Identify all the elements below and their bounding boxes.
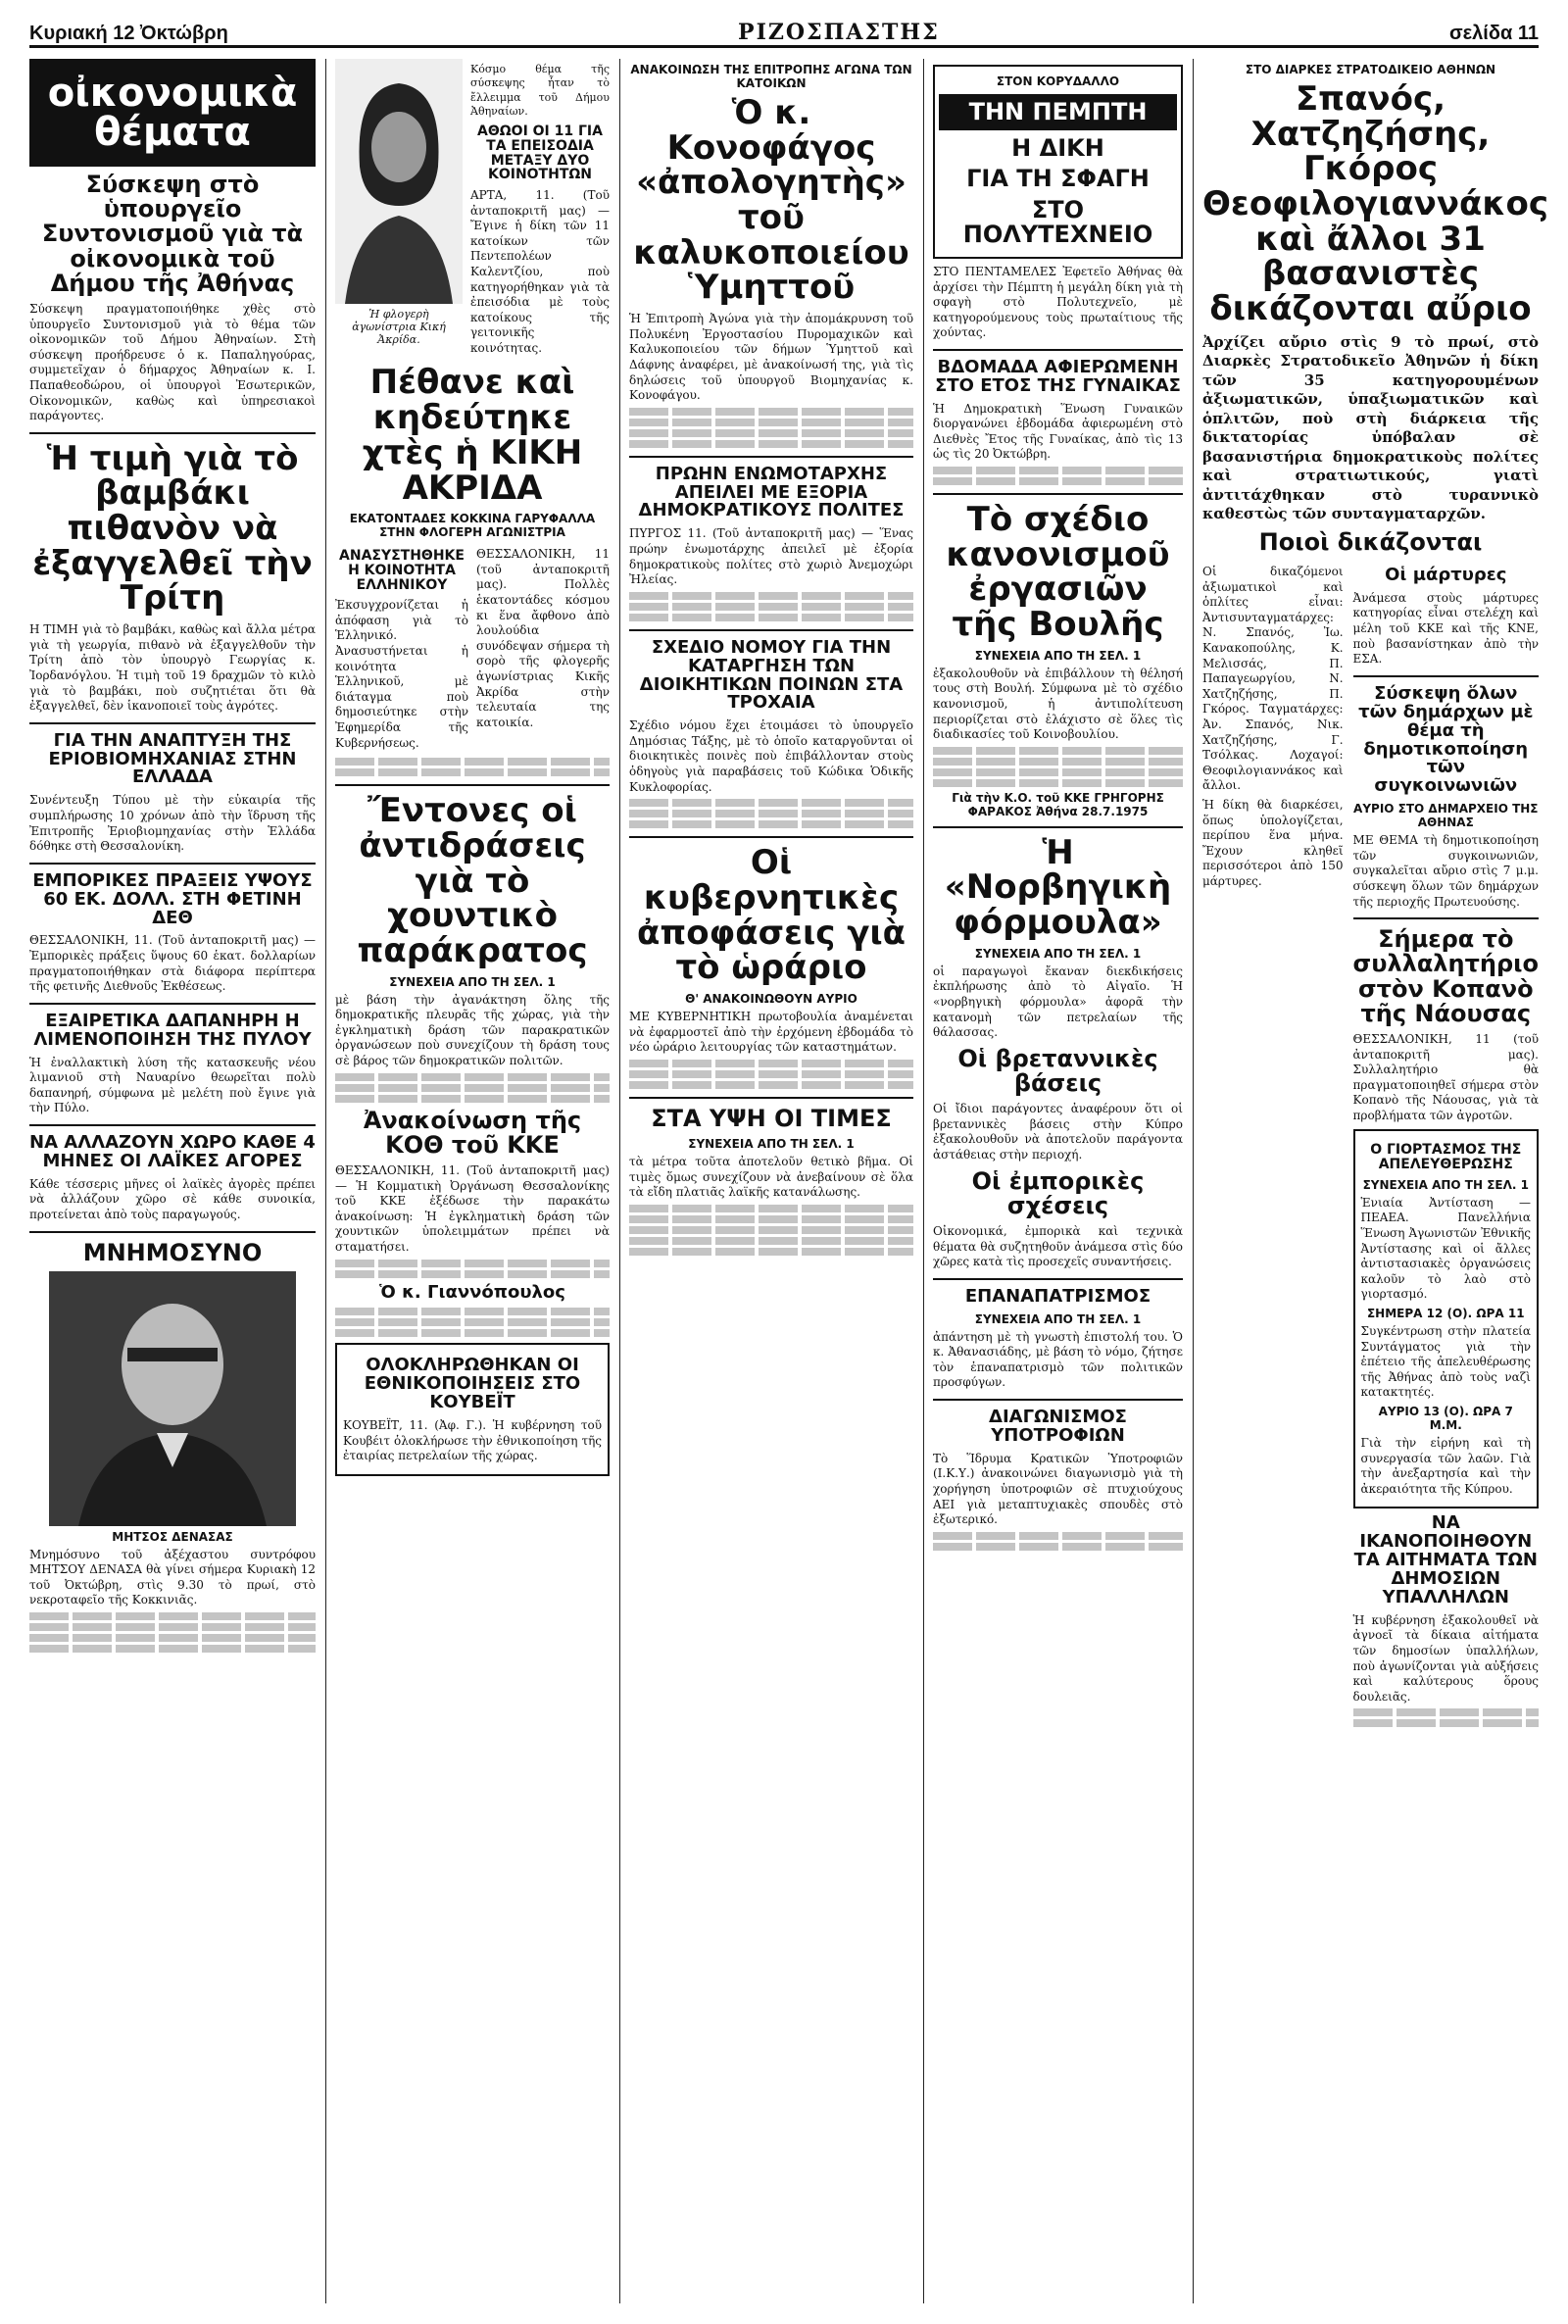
headline: ΝΑ ΙΚΑΝΟΠΟΙΗΘΟΥΝ ΤΑ ΑΙΤΗΜΑΤΑ ΤΩΝ ΔΗΜΟΣΙΩΝ ΥΠΑΛΛΗΛΩΝ — [1353, 1512, 1538, 1607]
masthead-page: σελίδα 11 — [1449, 23, 1539, 44]
text-filler — [629, 440, 913, 448]
divider — [933, 493, 1183, 495]
column-three — [629, 59, 913, 1259]
headline: ΤΗΝ ΠΕΜΠΤΗ — [939, 94, 1177, 130]
article-text: ἐξακολουθοῦν νὰ ἐπιβάλλουν τὴ θέλησή τους στὴ Βουλή. Σύμφωνα μὲ τὸ σχέδιο κανονισμοῦ, ἡ ἀντιπολίτευση περιορίζεται στὸ ἐλάχιστο σὲ ὅλες τὶς διαδικασίες τοῦ Κοινοβουλίου. — [933, 666, 1183, 742]
text-filler — [629, 429, 913, 437]
text-filler — [335, 758, 610, 766]
headline: ΓΙΑ ΤΗ ΣΦΑΓΗ — [966, 165, 1150, 193]
column-rule — [619, 59, 620, 2303]
text-filler — [335, 1308, 610, 1315]
headline: ΜΝΗΜΟΣΥΝΟ — [82, 1238, 263, 1266]
article-text: Ἡ Ἐπιτροπὴ Ἀγώνα γιὰ τὴν ἀπομάκρυνση τοῦ Πολυκένη Ἐργοστασίου Πυρομαχικῶν καὶ Καλυκοποιείου τῶν δήμων Ὑμηττοῦ καὶ Δάφνης ἀναφέρει, μὲ ἀνακοίνωσή της, γιὰ τὶς δηλώσεις τοῦ ὑπουργοῦ Βιομηχανίας κ. Κονοφάγου. — [629, 312, 913, 403]
kicker: ΣΥΝΕΧΕΙΑ ΑΠΟ ΤΗ ΣΕΛ. 1 — [389, 974, 556, 989]
divider — [335, 784, 610, 786]
kicker: ΕΚΑΤΟΝΤΑΔΕΣ ΚΟΚΚΙΝΑ ΓΑΡΥΦΑΛΛΑ ΣΤΗΝ ΦΛΟΓΕΡΗ ΑΓΩΝΙΣΤΡΙΑ — [349, 512, 596, 540]
text-filler — [29, 1623, 316, 1631]
article-text: ΘΕΣΣΑΛΟΝΙΚΗ, 11 (τοῦ ἀνταποκριτῆ μας). Συλλαλητήριο θὰ πραγματοποιηθεῖ σήμερα στὸν Κοπανὸ τῆς Νάουσας, γιὰ τὰ προβλήματα τῶν ἀγροτῶν. — [1352, 1031, 1539, 1122]
kicker: ΑΝΑΚΟΙΝΩΣΗ ΤΗΣ ΕΠΙΤΡΟΠΗΣ ΑΓΩΝΑ ΤΩΝ ΚΑΤΟΙΚΩΝ — [630, 63, 912, 90]
text-filler — [629, 810, 913, 817]
headline: ΠΡΩΗΝ ΕΝΩΜΟΤΑΡΧΗΣ ΑΠΕΙΛΕΙ ΜΕ ΕΞΟΡΙΑ ΔΗΜΟΚΡΑΤΙΚΟΥΣ ΠΟΛΙΤΕΣ — [638, 463, 905, 521]
article-text: Ἑνιαία Ἀντίσταση — ΠΕΑΕΑ. Πανελλήνια Ἕνωση Ἀγωνιστῶν Ἐθνικῆς Ἀντίστασης καὶ οἱ ἄλλες ἀντιστασιακὲς ὀργανώσεις καλοῦν τὸ λαὸ στὸ γιορτασμό. — [1360, 1195, 1531, 1302]
portrait-silhouette — [335, 59, 463, 304]
headline: ΕΜΠΟΡΙΚΕΣ ΠΡΑΞΕΙΣ ΥΨΟΥΣ 60 ΕΚ. ΔΟΛΛ. ΣΤΗ ΦΕΤΙΝΗ ΔΕΘ — [32, 869, 313, 928]
article-text: Συγκέντρωση στὴν πλατεία Συντάγματος γιὰ τὴν ἐπέτειο τῆς ἀπελευθέρωσης τῆς Ἀθήνας ἀπὸ τοὺς ναζὶ κατακτητές. — [1360, 1324, 1531, 1400]
column-rule — [1193, 59, 1194, 2303]
column-rule — [325, 59, 326, 2303]
article-text: Τὸ Ἵδρυμα Κρατικῶν Ὑποτροφιῶν (Ι.Κ.Υ.) ἀνακοινώνει διαγωνισμὸ γιὰ τὴ χορήγηση ὑποτροφιῶν σὲ πτυχιούχους ΑΕΙ γιὰ μεταπτυχιακὲς σπουδὲς στὸ ἐξωτερικό. — [933, 1451, 1183, 1527]
divider — [629, 1097, 913, 1099]
portrait-silhouette — [49, 1271, 296, 1526]
headline: Σήμερα τὸ συλλαλητήριο στὸν Κοπανὸ τῆς Νάουσας — [1352, 925, 1540, 1027]
text-filler — [629, 592, 913, 600]
kicker: ΣΥΝΕΧΕΙΑ ΑΠΟ ΤΗ ΣΕΛ. 1 — [1362, 1177, 1529, 1192]
text-filler — [629, 1081, 913, 1089]
article-text: ΘΕΣΣΑΛΟΝΙΚΗ, 11 (τοῦ ἀνταποκριτῆ μας). Πολλὲς ἑκατοντάδες κόσμου κι ἕνα ἄφθονο ἀπὸ λουλούδια συνόδεψαν σήμερα τὴ σορὸ τῆς φλογερῆς ἀγωνίστριας Κικῆς Ἀκρίδα στὴν τελευταία της κατοικία. — [476, 547, 610, 729]
portrait-photo — [49, 1271, 296, 1526]
article-text: Κάθε τέσσερις μῆνες οἱ λαϊκὲς ἀγορὲς πρέπει νὰ ἀλλάζουν χῶρο σὲ κάθε συνοικία, προτείνεται ἀπὸ τοὺς παραγωγούς. — [29, 1176, 316, 1221]
text-filler — [335, 1095, 610, 1103]
article-text: Ἡ ἐναλλακτικὴ λύση τῆς κατασκευῆς νέου λιμανιοῦ στὴ Ναυαρίνο θεωρεῖται πολὺ δαπανηρή, σύμφωνα μὲ μελέτη ποὺ ἔγινε γιὰ τὴν Πύλο. — [29, 1055, 316, 1115]
text-filler — [629, 1226, 913, 1234]
headline: ΑΝΑΣΥΣΤΗΘΗΚΕ Η ΚΟΙΝΟΤΗΤΑ ΕΛΛΗΝΙΚΟΥ — [339, 548, 465, 593]
text-filler — [29, 1634, 316, 1642]
headline: Σύσκεψη στὸ ὑπουργεῖο Συντονισμοῦ γιὰ τὰ οἰκονομικὰ τοῦ Δήμου τῆς Ἀθήνας — [41, 171, 304, 297]
kicker: ΣΥΝΕΧΕΙΑ ΑΠΟ ΤΗ ΣΕΛ. 1 — [974, 1311, 1142, 1326]
column-four — [933, 59, 1183, 1554]
divider — [933, 1399, 1183, 1401]
text-filler — [629, 408, 913, 416]
liberation-box — [1353, 1129, 1539, 1508]
photo-caption: ΜΗΤΣΟΣ ΔΕΝΑΣΑΣ — [112, 1529, 233, 1544]
text-filler — [335, 1260, 610, 1267]
article-text: οἱ παραγωγοὶ ἔκαναν διεκδικήσεις ἐκπλήρωσης ἀπὸ τὸ Αἰγαῖο. Ἡ «νορβηγικὴ φόρμουλα» ἀφορᾶ τὴν κατανομὴ τῶν πετρελαίων τῆς θάλασσας. — [933, 964, 1183, 1040]
kuwait-box — [335, 1343, 610, 1475]
text-filler — [629, 603, 913, 611]
divider — [29, 722, 316, 724]
text-filler — [335, 1270, 610, 1278]
headline: ΝΑ ΑΛΛΑΖΟΥΝ ΧΩΡΟ ΚΑΘΕ 4 ΜΗΝΕΣ ΟΙ ΛΑΪΚΕΣ ΑΓΟΡΕΣ — [29, 1131, 316, 1171]
kicker: ΣΥΝΕΧΕΙΑ ΑΠΟ ΤΗ ΣΕΛ. 1 — [974, 648, 1142, 663]
column-two — [335, 59, 610, 1482]
headline: Ὁ κ. Γιαννόπουλος — [379, 1281, 565, 1303]
divider — [1353, 917, 1539, 919]
text-filler — [629, 1248, 913, 1256]
kicker: ΑΥΡΙΟ 13 (Ο). ΩΡΑ 7 Μ.Μ. — [1378, 1404, 1513, 1432]
headline: Οἱ μάρτυρες — [1385, 565, 1507, 585]
text-filler — [933, 747, 1183, 755]
article-text: Συνέντευξη Τύπου μὲ τὴν εὐκαιρία τῆς συμπλήρωσης 10 χρόνων ἀπὸ τὴν ἵδρυση τῆς Ἐπιτροπῆς Ἐριοβιομηχανίας στὴν Ἑλλάδα δόθηκε στὴ Θεσσαλονίκη. — [29, 793, 316, 854]
text-filler — [933, 1532, 1183, 1540]
column-rule — [923, 59, 924, 2303]
headline: Οἱ βρεταννικὲς βάσεις — [957, 1044, 1158, 1097]
divider — [29, 1231, 316, 1233]
headline: ΓΙΑ ΤΗΝ ΑΝΑΠΤΥΞΗ ΤΗΣ ΕΡΙΟΒΙΟΜΗΧΑΝΙΑΣ ΣΤΗΝ ΕΛΛΑΔΑ — [48, 729, 297, 788]
text-filler — [933, 477, 1183, 485]
article-text: Η ΤΙΜΗ γιὰ τὸ βαμβάκι, καθὼς καὶ ἄλλα μέτρα γιὰ τὴ γεωργία, πιθανὸ νὰ ἐξαγγελθοῦν τὴν Τρίτη ἀπὸ τὸν ὑπουργὸ Γεωργίας κ. Ἰορδανόγλου. Ἡ τιμὴ τοῦ 19 δραχμῶν τὸ κιλὸ γιὰ τὸ βαμβάκι, ποὺ συζητιέται ὅτι θὰ ἐξαγγελθεῖ, δὲν ἱκανοποιεῖ τοὺς ἀγρότες. — [29, 622, 316, 714]
divider — [933, 1278, 1183, 1280]
headline: ΕΞΑΙΡΕΤΙΚΑ ΔΑΠΑΝΗΡΗ Η ΛΙΜΕΝΟΠΟΙΗΣΗ ΤΗΣ ΠΥΛΟΥ — [33, 1010, 312, 1050]
masthead-title: ΡΙΖΟΣΠΑΣΤΗΣ — [738, 20, 940, 45]
article-text: Οἱ ἴδιοι παράγοντες ἀναφέρουν ὅτι οἱ βρεταννικὲς βάσεις στὴν Κύπρο ἐξακολουθοῦν νὰ ἀποτελοῦν παράγοντα ἀστάθειας στὴν περιοχή. — [933, 1102, 1183, 1162]
headline: Σύσκεψη ὅλων τῶν δημάρχων μὲ θέμα τὴ δημοτικοποίηση τῶν συγκοινωνιῶν — [1358, 682, 1534, 797]
divider — [933, 349, 1183, 351]
text-filler — [335, 768, 610, 776]
text-filler — [933, 1543, 1183, 1551]
kicker: ΣΤΟΝ ΚΟΡΥΔΑΛΛΟ — [996, 74, 1120, 88]
text-filler — [629, 419, 913, 426]
article-text: Ἡ δίκη θὰ διαρκέσει, ὅπως ὑπολογίζεται, περίπου ἕνα μήνα. Ἔχουν κληθεῖ περισσότεροι ἀπὸ 150 μάρτυρες. — [1202, 797, 1344, 888]
kicker: ΣΤΟ ΔΙΑΡΚΕΣ ΣΤΡΑΤΟΔΙΚΕΙΟ ΑΘΗΝΩΝ — [1245, 63, 1496, 76]
headline: Ἡ «Νορβηγικὴ φόρμουλα» — [944, 832, 1172, 943]
headline: ΒΔΟΜΑΔΑ ΑΦΙΕΡΩΜΕΝΗ ΣΤΟ ΕΤΟΣ ΤΗΣ ΓΥΝΑΙΚΑΣ — [935, 356, 1181, 396]
text-filler — [629, 1237, 913, 1245]
article-text: ΘΕΣΣΑΛΟΝΙΚΗ, 11. (Τοῦ ἀνταποκριτῆ μας) — Ἡ Κομματικὴ Ὀργάνωση Θεσσαλονίκης τοῦ ΚΚΕ ἐξέδωσε τὴν παρακάτω ἀνακοίνωση: Ἡ ἐγκληματικὴ δράση τῶν χουντικῶν ὑπολειμμάτων πρέπει νὰ σταματήσει. — [335, 1163, 610, 1254]
headline: Ἡ τιμὴ γιὰ τὸ βαμβάκι πιθανὸν νὰ ἐξαγγελθεῖ τὴν Τρίτη — [32, 438, 313, 618]
divider — [29, 1124, 316, 1126]
headline: ΕΠΑΝΑΠΑΤΡΙΣΜΟΣ — [964, 1285, 1152, 1307]
article-text: Οἱ δικαζόμενοι ἀξιωματικοὶ καὶ ὁπλίτες εἶναι: Ἀντισυνταγματάρχες: Ν. Σπανός, Ἰω. Κανακοπούλης, Κ. Μελισσάς, Π. Παπαγεωργίου, Ν. Χατζηζήσης, Π. Γκόρος. Ταγματάρχες: Ἀν. Σπανός, Νικ. Χατζηζήσης, Γ. Τσόλκας. Λοχαγοί: Θεοφιλογιαννάκος καὶ ἄλλοι. — [1202, 565, 1344, 793]
article-text: ΚΟΥΒΕΪΤ, 11. (Ἀφ. Γ.). Ἡ κυβέρνηση τοῦ Κουβέιτ ὁλοκλήρωσε τὴν ἐθνικοποίηση τῆς ἐταιρίας πετρελαίων τῆς χώρας. — [343, 1418, 602, 1463]
masthead-date: Κυριακή 12 Ὀκτώβρη — [29, 23, 228, 44]
text-filler — [629, 799, 913, 807]
headline: Πέθανε καὶ κηδεύτηκε χτὲς ἡ ΚΙΚΗ ΑΚΡΙΔΑ — [362, 363, 583, 508]
article-text: ΑΡΤΑ, 11. (Τοῦ ἀνταποκριτῆ μας) — Ἔγινε ἡ δίκη τῶν 11 κατοίκων τῶν Πεντεπολέων Καλεντζίου, ποὺ κατηγορήθηκαν γιὰ τὰ ἐπεισόδια μὲ τοὺς κατοίκους τῆς γειτονικῆς κοινότητας. — [470, 187, 610, 355]
text-filler — [1353, 1719, 1539, 1727]
kicker: ΑΥΡΙΟ ΣΤΟ ΔΗΜΑΡΧΕΙΟ ΤΗΣ ΑΘΗΝΑΣ — [1353, 802, 1539, 830]
article-text: Μνημόσυνο τοῦ ἀξέχαστου συντρόφου ΜΗΤΣΟΥ ΔΕΝΑΣΑ θὰ γίνει σήμερα Κυριακὴ 12 τοῦ Ὀκτώβρη, στὶς 9.30 τὸ πρωί, στὸ νεκροταφεῖο τῆς Κοκκινιᾶς. — [29, 1547, 316, 1607]
text-filler — [629, 1070, 913, 1078]
text-filler — [933, 779, 1183, 787]
article-lede: Ἀρχίζει αὔριο στὶς 9 τὸ πρωί, στὸ Διαρκὲς Στρατοδικεῖο Ἀθηνῶν ἡ δίκη τῶν 35 κατηγορουμένων ἀξιωματικῶν, ὑπαξιωματικῶν καὶ ὁπλιτῶν, ποὺ στὴ διάρκεια τῆς δικτατορίας ὑπόβαλαν σὲ βασανιστήρια δημοκρατικοὺς πολίτες καὶ στρατιωτικούς, γιατὶ ἀντιτάχθηκαν στὸ τυραννικὸ καθεστὼς τῶν συνταγματαρχῶν. — [1202, 332, 1539, 523]
headline: Τὸ σχέδιο κανονισμοῦ ἐργασιῶν τῆς Βουλῆς — [946, 500, 1170, 645]
text-filler — [1353, 1708, 1539, 1716]
kicker: ΣΥΝΕΧΕΙΑ ΑΠΟ ΤΗ ΣΕΛ. 1 — [974, 946, 1142, 961]
article-text: Κόσμο θέμα τῆς σύσκεψης ἦταν τὸ ἔλλειμμα τοῦ Δήμου Ἀθηναίων. — [470, 63, 610, 118]
text-filler — [629, 1060, 913, 1067]
masthead — [29, 12, 1539, 48]
divider — [29, 432, 316, 434]
divider — [29, 863, 316, 865]
akrida-photo — [335, 59, 463, 304]
divider — [629, 629, 913, 631]
banner-line: οἰκονομικὰ — [47, 71, 298, 116]
divider — [933, 826, 1183, 828]
text-filler — [335, 1084, 610, 1092]
article-text: ΠΥΡΓΟΣ 11. (Τοῦ ἀνταποκριτῆ μας) — Ἕνας πρώην ἐνωμοτάρχης ἀπειλεῖ μὲ ἐξορία δημοκρατικοὺς πολίτες στὸ χωριὸ Ἀνεμοχώρι Ἠλείας. — [629, 526, 913, 587]
divider — [1353, 675, 1539, 677]
economy-banner — [29, 59, 316, 167]
text-filler — [629, 614, 913, 621]
headline: ΑΘΩΟΙ ΟΙ 11 ΓΙΑ ΤΑ ΕΠΕΙΣΟΔΙΑ ΜΕΤΑΞΥ ΔΥΟ ΚΟΙΝΟΤΗΤΩΝ — [477, 124, 603, 183]
headline: Ποιοὶ δικάζονται — [1258, 527, 1483, 556]
article-text: μὲ βάση τὴν ἀγανάκτηση ὅλης τῆς δημοκρατικῆς πλευρᾶς τῆς χώρας, γιὰ τὴν ἐγκληματικὴ δράση τῶν παρακρατικῶν ὀργανώσεων ποὺ συνεχίζουν τὴ δράση τους σὲ βάρος τῶν δημοκρατικῶν πολιτῶν. — [335, 992, 610, 1068]
banner-line: θέματα — [94, 110, 251, 155]
headline: Ο ΓΙΟΡΤΑΣΜΟΣ ΤΗΣ ΑΠΕΛΕΥΘΕΡΩΣΗΣ — [1370, 1142, 1522, 1173]
kicker: ΣΗΜΕΡΑ 12 (Ο). ΩΡΑ 11 — [1366, 1307, 1525, 1321]
article-text: ἀπάντηση μὲ τὴ γνωστὴ ἐπιστολή του. Ὁ κ. Ἀθανασιάδης, μὲ βάση τὸ νόμο, ζήτησε τὸν ἐπαναπατρισμὸ τῶν πολιτικῶν προσφύγων. — [933, 1329, 1183, 1390]
text-filler — [629, 1215, 913, 1223]
article-text: Ἡ Δημοκρατικὴ Ἕνωση Γυναικῶν διοργανώνει ἑβδομάδα ἀφιερωμένη στὸ Διεθνὲς Ἔτος τῆς Γυναίκας, ἀπὸ τὶς 13 ὡς τὶς 20 Ὀκτώβρη. — [933, 401, 1183, 462]
kicker: Θ' ΑΝΑΚΟΙΝΩΘΟΥΝ ΑΥΡΙΟ — [685, 992, 858, 1007]
article-text: Ἀνάμεσα στοὺς μάρτυρες κατηγορίας εἶναι στελέχη καὶ μέλη τοῦ ΚΚΕ καὶ τῆς ΚΝΕ, ποὺ βασανίστηκαν ἀπὸ τὴν ΕΣΑ. — [1352, 590, 1539, 667]
text-filler — [933, 768, 1183, 776]
polytechnic-trial-box — [933, 65, 1183, 259]
divider — [29, 1003, 316, 1005]
divider — [629, 456, 913, 458]
headline: ΟΛΟΚΛΗΡΩΘΗΚΑΝ ΟΙ ΕΘΝΙΚΟΠΟΙΗΣΕΙΣ ΣΤΟ ΚΟΥΒΕΪΤ — [364, 1355, 581, 1413]
headline: Οἱ ἐμπορικὲς σχέσεις — [971, 1166, 1145, 1219]
article-text: ΜΕ ΚΥΒΕΡΝΗΤΙΚΗ πρωτοβουλία ἀναμένεται νὰ ἐφαρμοστεῖ ἀπὸ τὴν ἐρχόμενη ἑβδομάδα τὸ νέο ὡράριο λειτουργίας τῶν καταστημάτων. — [629, 1010, 913, 1055]
text-filler — [29, 1612, 316, 1620]
article-text: Ἐκσυγχρονίζεται ἡ ἀπόφαση γιὰ τὸ Ἑλληνικό. Ἀνασυστήνεται ἡ κοινότητα Ἑλληνικοῦ, μὲ διάταγμα ποὺ δημοσιεύτηκε στὴν Ἐφημερίδα τῆς Κυβερνήσεως. — [335, 598, 468, 750]
headline: Οἱ κυβερνητικὲς ἀποφάσεις γιὰ τὸ ὡράριο — [637, 843, 906, 988]
text-filler — [933, 467, 1183, 474]
headline: Ἀνακοίνωση τῆς ΚΟΘ τοῦ ΚΚΕ — [363, 1106, 582, 1159]
divider — [629, 836, 913, 838]
headline: Ὁ κ. Κονοφάγος «ἀπολογητὴς» τοῦ καλυκοποιείου Ὑμηττοῦ — [633, 93, 909, 308]
text-filler — [29, 1645, 316, 1653]
column-five — [1202, 59, 1549, 1730]
article-text: Οἰκονομικά, ἐμπορικὰ καὶ τεχνικὰ θέματα θὰ συζητηθοῦν ἀνάμεσα στὶς δύο χῶρες κατὰ τὶς προσεχεῖς συναντήσεις. — [933, 1223, 1183, 1269]
kicker: ΣΥΝΕΧΕΙΑ ΑΠΟ ΤΗ ΣΕΛ. 1 — [688, 1136, 855, 1151]
headline: ΔΙΑΓΩΝΙΣΜΟΣ ΥΠΟΤΡΟΦΙΩΝ — [989, 1406, 1127, 1446]
column-economy — [29, 59, 316, 1656]
headline: Η ΔΙΚΗ — [1011, 134, 1104, 163]
article-text: Σχέδιο νόμου ἔχει ἑτοιμάσει τὸ ὑπουργεῖο Δημόσιας Τάξης, μὲ τὸ ὁποῖο καταργοῦνται οἱ διοικητικὲς ποινὲς ποὺ ἐπιβάλλονταν στοὺς ὁδηγοὺς γιὰ παραβάσεις τοῦ Κώδικα Ὁδικῆς Κυκλοφορίας. — [629, 718, 913, 794]
headline: ΣΤΑ ΥΨΗ ΟΙ ΤΙΜΕΣ — [651, 1104, 892, 1132]
text-filler — [335, 1318, 610, 1326]
article-text: Γιὰ τὴν εἰρήνη καὶ τὴ συνεργασία τῶν λαῶν. Γιὰ τὴν ἀνεξαρτησία καὶ τὴν ἀκεραιότητα τῆς Κύπρου. — [1360, 1435, 1531, 1496]
headline: ΣΤΟ ΠΟΛΥΤΕΧΝΕΙΟ — [962, 195, 1153, 248]
photo-caption: Ἡ φλογερὴ ἀγωνίστρια Κική Ἀκρίδα. — [352, 308, 446, 346]
article-text: ΣΤΟ ΠΕΝΤΑΜΕΛΕΣ Ἐφετεῖο Ἀθήνας θὰ ἀρχίσει τὴν Πέμπτη ἡ μεγάλη δίκη γιὰ τὴ σφαγὴ στὸ Πολυτεχνεῖο, μὲ κατηγορούμενους τοὺς πρωταίτιους τῆς χούντας. — [933, 264, 1183, 340]
article-text: Ἡ κυβέρνηση ἐξακολουθεῖ νὰ ἀγνοεῖ τὰ δίκαια αἰτήματα τῶν δημοσίων ὑπαλλήλων, ποὺ ἀγωνίζονται γιὰ αὐξήσεις καὶ καλύτερους ὅρους δουλειᾶς. — [1352, 1612, 1539, 1704]
headline: Ἔντονες οἱ ἀντιδράσεις γιὰ τὸ χουντικὸ παράκρατος — [357, 791, 588, 970]
text-filler — [335, 1073, 610, 1081]
article-text: Σύσκεψη πραγματοποιήθηκε χθὲς στὸ ὑπουργεῖο Συντονισμοῦ γιὰ τὸ θέμα τῶν οἰκονομικῶν τοῦ Δήμου Ἀθηναίων. Στὴ σύσκεψη προήδρευσε ὁ κ. Παπαληγούρας, συμμετεῖχαν ὁ δήμαρχος Ἀθηναίων κ. Ι. Παπαθεοδώρου, οἱ ὑπουργοὶ Ἐσωτερικῶν, Οἰκονομικῶν, καθὼς καὶ ὑπηρεσιακοὶ παράγοντες. — [29, 301, 316, 423]
text-filler — [933, 758, 1183, 766]
text-filler — [629, 1205, 913, 1212]
article-text: ΜΕ ΘΕΜΑ τὴ δημοτικοποίηση τῶν συγκοινωνιῶν, συγκαλεῖται αὔριο στὶς 7 μ.μ. σύσκεψη ὅλων τῶν δημάρχων τῆς περιοχῆς Πρωτευούσης. — [1352, 833, 1539, 909]
text-filler — [335, 1329, 610, 1337]
article-text: ΘΕΣΣΑΛΟΝΙΚΗ, 11. (Τοῦ ἀνταποκριτῆ μας) — Ἐμπορικὲς πράξεις ὕψους 60 ἑκατ. δολλαρίων πραγματοποιήθηκαν στὰ διάφορα περίπτερα τῆς φετινῆς Διεθνοῦς Ἐκθέσεως. — [29, 933, 316, 994]
headline: Σπανός, Χατζηζήσης, Γκόρος Θεοφιλογιαννάκος καὶ ἄλλοι 31 βασανιστὲς δικάζονται αὔριο — [1202, 79, 1549, 329]
text-filler — [629, 820, 913, 828]
signature: Γιὰ τὴν Κ.Ο. τοῦ ΚΚΕ ΓΡΗΓΟΡΗΣ ΦΑΡΑΚΟΣ Ἀθήνα 28.7.1975 — [952, 790, 1164, 818]
article-text: τὰ μέτρα τοῦτα ἀποτελοῦν θετικὸ βῆμα. Οἱ τιμὲς ὅμως συνεχίζουν νὰ ἀνεβαίνουν σὲ ὅλα τὰ εἴδη πλατιᾶς λαϊκῆς κατανάλωσης. — [629, 1154, 913, 1200]
headline: ΣΧΕΔΙΟ ΝΟΜΟΥ ΓΙΑ ΤΗΝ ΚΑΤΑΡΓΗΣΗ ΤΩΝ ΔΙΟΙΚΗΤΙΚΩΝ ΠΟΙΝΩΝ ΣΤΑ ΤΡΟΧΑΙΑ — [639, 636, 904, 714]
